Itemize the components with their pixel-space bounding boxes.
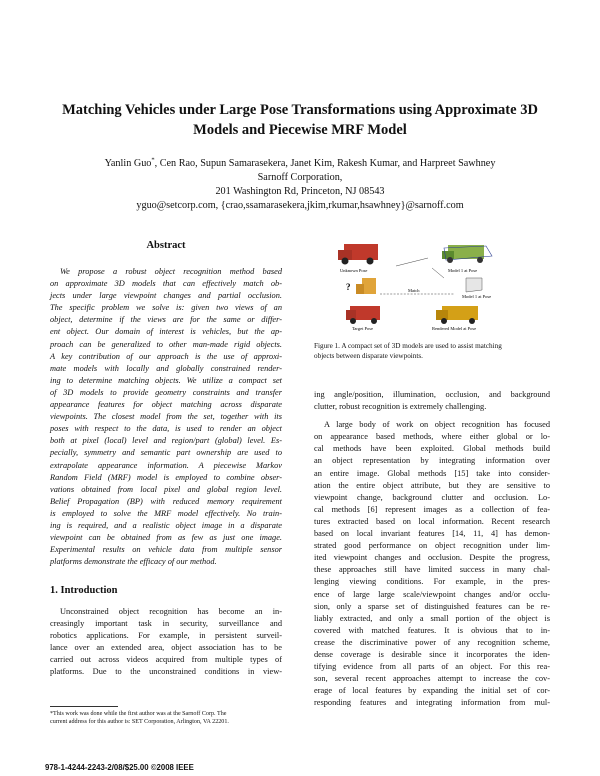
text-line: ing to determine matching objects. We utilize a compact set <box>50 375 282 385</box>
text-line: both at pixel (local) level and region/part (global) level. Es- <box>50 436 282 446</box>
affiliation: Sarnoff Corporation, <box>257 172 343 183</box>
text-line: pecially, symmetry and semantic part ownership are used to <box>50 448 282 458</box>
text-line: tures extracted based on local information. Recent research <box>314 516 550 526</box>
model-1-pose-image-2 <box>466 278 482 292</box>
title-line: Matching Vehicles under Large Pose Transformations using Approximate 3D <box>62 102 538 118</box>
text-line: erage of local features by expanding the initial set of cor- <box>314 686 550 696</box>
introduction-body <box>50 606 282 679</box>
text-line: robotics applications. For example, in persistent surveil- <box>50 631 282 641</box>
text-line: is employed to solve the MRF model effectively. No train- <box>50 508 282 518</box>
text-line: platforms. Due to the unconstrained conditions in view- <box>50 667 282 677</box>
text-line: extrapolate appearance information. A piecewise Markov <box>50 460 282 470</box>
model-1-pose-image <box>442 245 492 263</box>
text-line: lenging viewing conditions. For example, in the pres- <box>314 577 550 587</box>
figure-1 <box>336 238 500 332</box>
text-line: these approaches still have limited success in many chal- <box>314 565 550 575</box>
figure-caption <box>314 341 550 361</box>
text-line: viewpoints. The closest model from the set, together with its <box>50 412 282 422</box>
text-line: A large body of work on object recognition has focused <box>324 420 550 430</box>
text-line: sion, only a sparse set of distinguished features can be re- <box>314 601 550 611</box>
text-line: poses with respect to the data, is used to render an object <box>50 424 282 434</box>
text-line: creasingly important task in security, surveillance and <box>50 619 282 629</box>
figure-label: Model 1 at Pose <box>462 294 492 299</box>
copyright-footer: 978-1-4244-2243-2/08/$25.00 ©2008 IEEE <box>45 763 194 772</box>
question-mark: ? <box>346 282 351 292</box>
text-line: cal methods have been exploited. Global methods build <box>314 444 550 454</box>
text-line: platforms demonstrate the efficacy of our method. <box>50 557 217 567</box>
author-rest: , Cen Rao, Supun Samarasekera, Janet Kim, Rakesh Kumar, and Harpreet Sawhney <box>154 158 496 169</box>
text-line: jects under large viewpoint changes and partial occlusion. <box>50 291 282 301</box>
text-line: strated good performance on object recognition under lim- <box>314 541 550 551</box>
text-line: liably extracted, and only a small portion of the object is <box>314 613 550 623</box>
text-line: ence of large large scale/viewpoint changes and/or occlu- <box>314 589 550 599</box>
text-line: covered with matched features. It is obvious that to in- <box>314 625 550 635</box>
section-heading-introduction: 1. Introduction <box>50 585 118 596</box>
text-line: ited viewpoint changes and occlusion. Despite the progress, <box>314 553 550 563</box>
title-line: Models and Piecewise MRF Model <box>193 122 407 138</box>
footnote <box>50 710 282 726</box>
caption-line: objects between disparate viewpoints. <box>314 352 423 361</box>
paper-title <box>40 100 560 140</box>
text-line: object, determine if the views are for the same or differ- <box>50 315 282 325</box>
text-line: carried out across videos acquired from multiple types of <box>50 655 282 665</box>
text-line: Random Field (MRF) model is employed to combine obser- <box>50 472 282 482</box>
footnote-rule <box>50 706 118 707</box>
text-line: We propose a robust object recognition method based <box>60 267 282 276</box>
text-line: based on local invariant features [14, 11, 4] has demon- <box>314 529 550 539</box>
text-line: Belief Propagation (BP) with reduced memory requirement <box>50 496 282 506</box>
text-line: clutter, robust recognition is extremely challenging. <box>314 402 487 412</box>
text-line: mate models with locally and globally constrained render- <box>50 363 282 373</box>
text-line: of 3D models to provide geometry constraints and transfer <box>50 387 282 397</box>
figure-label: Target Pose <box>352 326 373 331</box>
caption-line: Figure 1. A compact set of 3D models are used to assist matching <box>314 342 502 350</box>
text-line: on approximate 3D models that can effectively match ob- <box>50 279 282 289</box>
text-line: Experimental results on vehicle data from multiple sensor <box>50 545 282 555</box>
text-line: responding features and integrating information from mul- <box>314 698 550 708</box>
figure-label: Unknown Pose <box>340 268 368 273</box>
text-line: ing is required, and a realistic object image in a disparate <box>50 520 282 530</box>
truck-unknown-pose-image <box>338 244 378 265</box>
address: 201 Washington Rd, Princeton, NJ 08543 <box>215 186 385 197</box>
footnote-mark: * <box>151 156 155 164</box>
text-line: Unconstrained object recognition has become an in- <box>60 607 282 616</box>
text-line: ing angle/position, illumination, occlusion, and background <box>314 390 550 399</box>
right-column-body <box>314 389 550 709</box>
text-line: A key contribution of our approach is the use of approxi- <box>50 351 282 361</box>
figure-label: Rendered Model at Pose <box>432 326 477 331</box>
text-line: son, several recent approaches attempt to increase the cov- <box>314 674 550 684</box>
text-line: vations obtained from local pixel and global region level. <box>50 484 282 494</box>
text-line: appearance features for object matching across disparate <box>50 400 282 410</box>
author-first: Yanlin Guo <box>104 158 152 169</box>
text-line: an object representation by integrating information over <box>314 456 550 466</box>
author-list <box>40 157 560 171</box>
text-line: proach can be generalized to other man-made rigid objects. <box>50 339 282 349</box>
abstract-body <box>50 266 282 568</box>
text-line: ation the entire object attribute, but they are sensitive to <box>314 480 550 490</box>
emails: yguo@setcorp.com, {crao,ssamarasekera,jkim,rkumar,hsawhney}@sarnoff.com <box>136 200 464 211</box>
target-truck-image <box>356 278 376 294</box>
figure-label: Match <box>408 288 420 293</box>
text-line: viewpoint change, background clutter and occlusion. Lo- <box>314 492 550 502</box>
text-line: lance over an extended area, object association has to be <box>50 643 282 653</box>
text-line: ent object. Our domain of interest is vehicles, but the ap- <box>50 327 282 337</box>
figure-label: Model 1 at Pose <box>448 268 478 273</box>
rendered-model-truck-image <box>436 306 478 324</box>
text-line: cal methods [6] represent images as a collection of fea- <box>314 504 550 514</box>
text-line: on appearance based methods, where either global or lo- <box>314 432 550 442</box>
text-line: an entire image. Global methods [15] take into consider- <box>314 468 550 478</box>
text-line: crease the discriminative power of any recognition scheme, <box>314 637 550 647</box>
target-pose-truck-image <box>346 306 380 324</box>
footnote-line: *This work was done while the first author was at the Sarnoff Corp. The <box>50 711 227 717</box>
text-line: The specific problem we solve is: given two views of an <box>50 303 282 313</box>
text-line: viewpoint can be obtained from as few as just one image. <box>50 533 282 543</box>
text-line: dense coverage is desirable since it incorporates the iden- <box>314 649 550 659</box>
text-line: tifying evidence from all parts of an object. For this rea- <box>314 662 550 672</box>
abstract-heading: Abstract <box>146 240 186 251</box>
footnote-line: current address for this author is: SET Corporation, Arlington, VA 22201. <box>50 719 229 725</box>
author-block <box>40 157 560 213</box>
